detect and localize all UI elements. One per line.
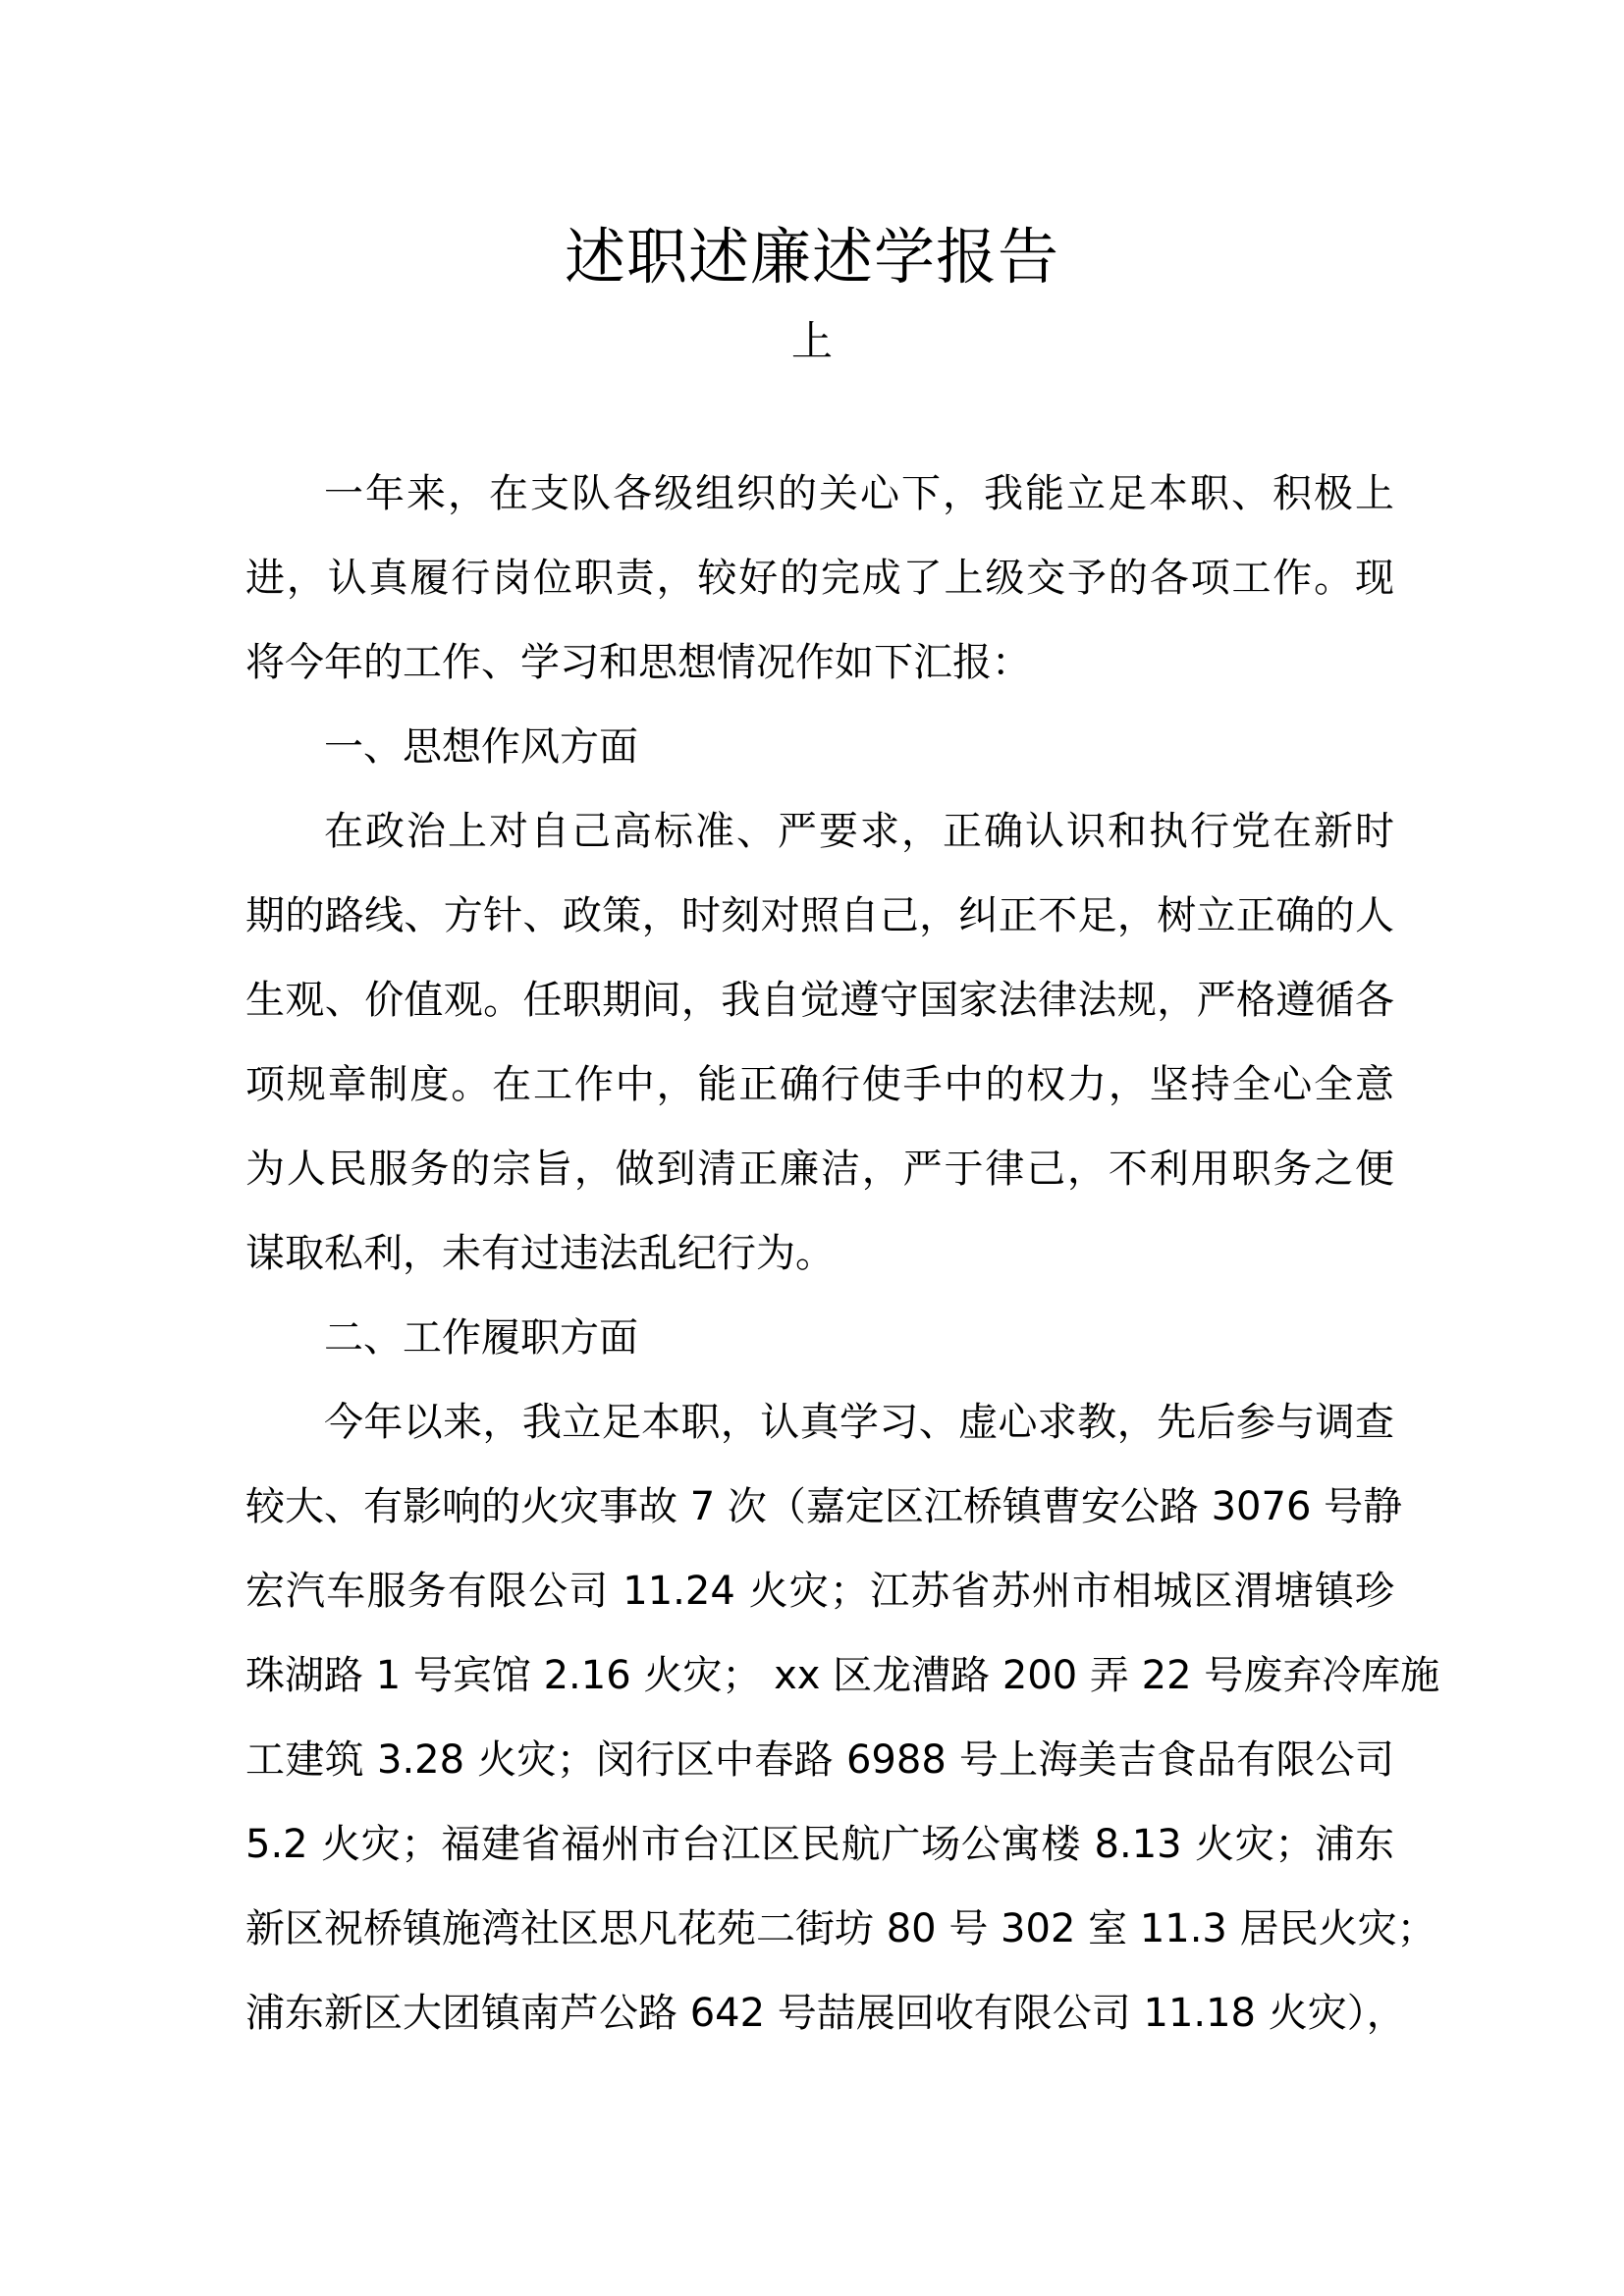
text-line: 珠湖路 1 号宾馆 2.16 火灾； xx 区龙漕路 200 弄 22 号废弃冷库施 [245,1653,1440,1698]
section-heading-ideology: 一、思想作风方面 [324,724,638,770]
text-line: 一年来，在支队各级组织的关心下，我能立足本职、积极上 [324,471,1394,516]
document-title: 述职述廉述学报告 [564,221,1059,293]
text-line: 为人民服务的宗旨，做到清正廉洁，严于律己，不利用职务之便 [245,1147,1394,1192]
text-line: 5.2 火灾；福建省福州市台江区民航广场公寓楼 8.13 火灾；浦东 [245,1822,1394,1867]
document-body [245,452,1440,2056]
text-line: 工建筑 3.28 火灾；闵行区中春路 6988 号上海美吉食品有限公司 [245,1737,1394,1783]
section-heading-work: 二、工作履职方面 [324,1315,638,1361]
text-line: 进，认真履行岗位职责，较好的完成了上级交予的各项工作。现 [245,556,1394,601]
text-line: 较大、有影响的火灾事故 7 次（嘉定区江桥镇曹安公路 3076 号静 [245,1484,1403,1529]
text-line: 将今年的工作、学习和思想情况作如下汇报： [245,640,1031,685]
text-line: 在政治上对自己高标准、严要求，正确认识和执行党在新时 [324,809,1394,854]
paragraph-ideology [245,789,1394,1296]
text-line: 生观、价值观。任职期间，我自觉遵守国家法律法规，严格遵循各 [245,978,1394,1023]
text-line: 项规章制度。在工作中，能正确行使手中的权力，坚持全心全意 [245,1062,1394,1107]
document-subtitle: 上 [790,317,833,365]
paragraph-work [245,1380,1440,2056]
text-line: 浦东新区大团镇南芦公路 642 号喆展回收有限公司 11.18 火灾）， [245,1991,1406,2036]
text-line: 宏汽车服务有限公司 11.24 火灾；江苏省苏州市相城区渭塘镇珍 [245,1569,1394,1614]
text-line: 谋取私利，未有过违法乱纪行为。 [245,1231,835,1276]
text-line: 新区祝桥镇施湾社区思凡花苑二街坊 80 号 302 室 11.3 居民火灾； [245,1906,1436,1951]
text-line: 期的路线、方针、政策，时刻对照自己，纠正不足，树立正确的人 [245,893,1394,938]
text-line: 今年以来，我立足本职，认真学习、虚心求教，先后参与调查 [324,1400,1394,1445]
paragraph-intro [245,452,1394,705]
